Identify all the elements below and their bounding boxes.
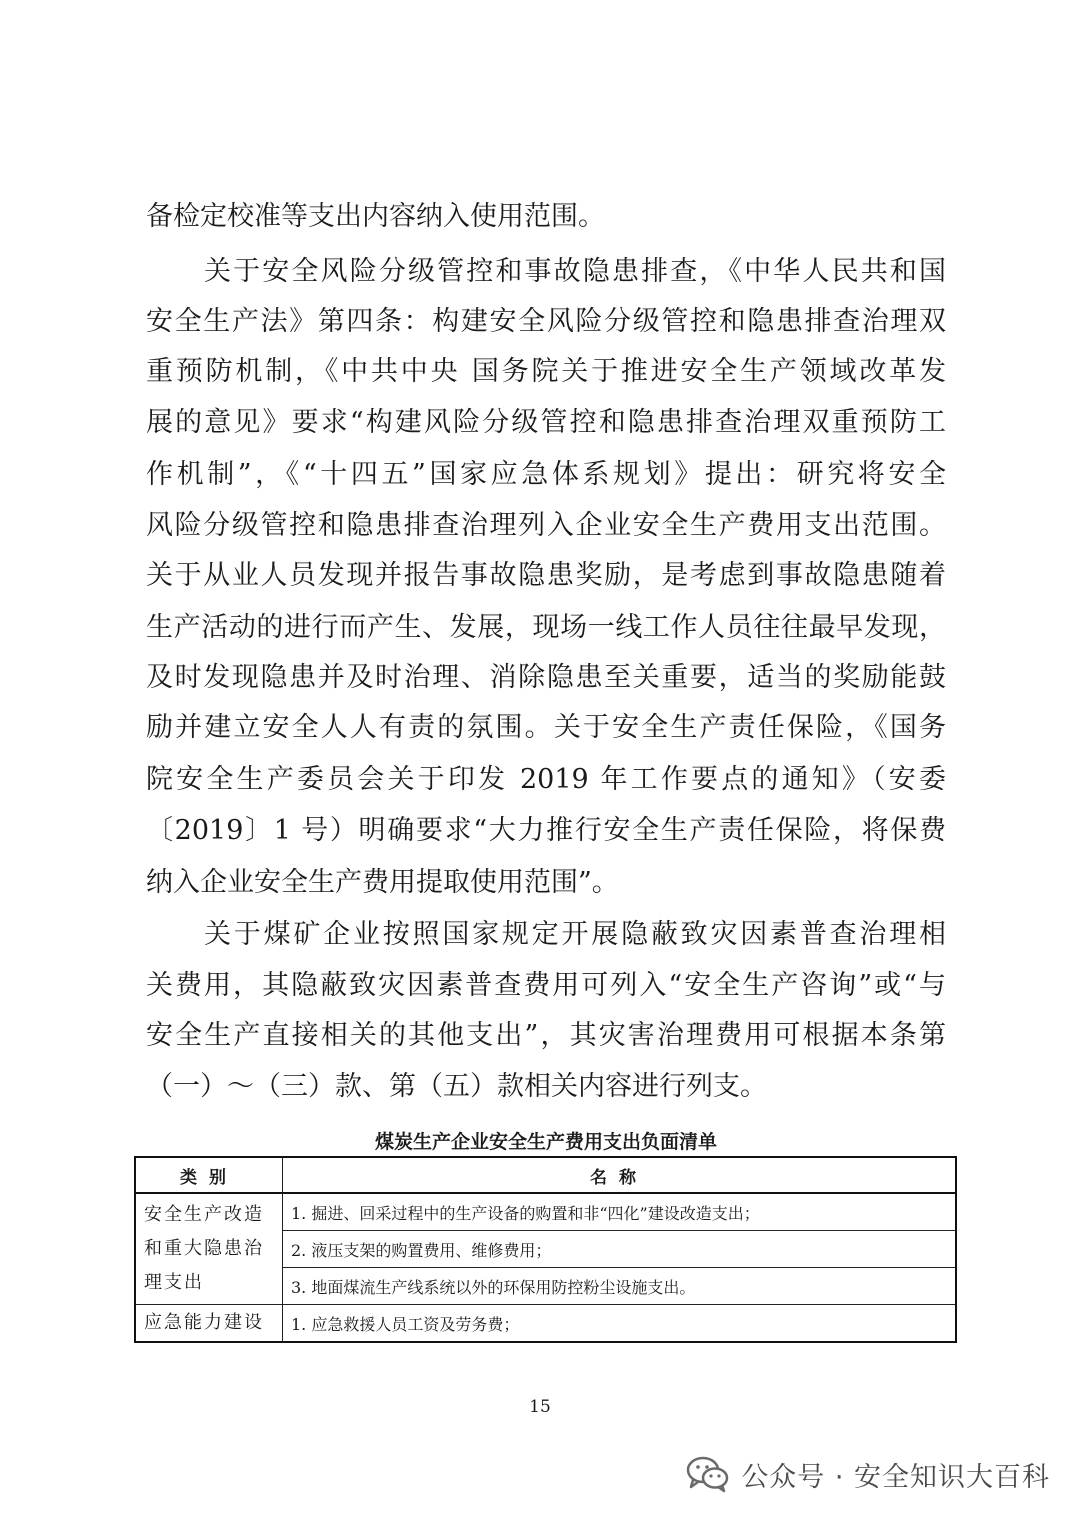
category-cell: 应急能力建设: [135, 1305, 283, 1343]
paragraph-line: 备检定校准等支出内容纳入使用范围。: [146, 201, 605, 232]
paragraph-line: 展的意见》要求“构建风险分级管控和隐患排查治理双重预防工: [146, 407, 946, 438]
paragraph-line: 安全生产法》第四条：构建安全风险分级管控和隐患排查治理双: [146, 306, 946, 337]
paragraph-line: 纳入企业安全生产费用提取使用范围”。: [146, 867, 619, 898]
paragraph-line: 安全生产直接相关的其他支出”，其灾害治理费用可根据本条第: [146, 1020, 946, 1051]
item-cell: 3. 地面煤流生产线系统以外的环保用防控粉尘设施支出。: [283, 1268, 957, 1305]
column-header-category: 类别: [135, 1157, 283, 1193]
paragraph-line: 作机制”，《“十四五”国家应急体系规划》提出：研究将安全: [146, 459, 946, 490]
watermark: [685, 1454, 1050, 1494]
column-header-name: 名称: [283, 1157, 957, 1193]
paragraph-line: 生产活动的进行而产生、发展，现场一线工作人员往往最早发现，: [146, 612, 946, 643]
item-cell: 2. 液压支架的购置费用、维修费用；: [283, 1231, 957, 1268]
category-cell: 安全生产改造和重大隐患治理支出: [135, 1193, 283, 1305]
paragraph-line: 关费用，其隐蔽致灾因素普查费用可列入“安全生产咨询”或“与: [146, 970, 946, 1001]
paragraph-line: 重预防机制，《中共中央 国务院关于推进安全生产领域改革发: [146, 356, 946, 387]
table-header-row: [135, 1157, 956, 1193]
negative-list-table: [134, 1156, 957, 1343]
paragraph-line: 及时发现隐患并及时治理、消除隐患至关重要，适当的奖励能鼓: [146, 662, 946, 693]
table-title: 煤炭生产企业安全生产费用支出负面清单: [374, 1131, 717, 1153]
table-row: [135, 1305, 956, 1343]
paragraph-line: 〔2019〕1 号）明确要求“大力推行安全生产责任保险，将保费: [146, 815, 946, 846]
paragraph-line: 关于从业人员发现并报告事故隐患奖励，是考虑到事故隐患随着: [146, 560, 946, 591]
paragraph-line: 励并建立安全人人有责的氛围。关于安全生产责任保险，《国务: [146, 712, 946, 743]
wechat-icon: [685, 1454, 731, 1494]
paragraph-line: 关于安全风险分级管控和事故隐患排查，《中华人民共和国: [204, 256, 946, 287]
item-cell: 1. 应急救援人员工资及劳务费；: [283, 1305, 957, 1343]
paragraph-line: 院安全生产委员会关于印发 2019 年工作要点的通知》（安委: [146, 764, 946, 795]
paragraph-line: 关于煤矿企业按照国家规定开展隐蔽致灾因素普查治理相: [204, 919, 946, 950]
paragraph-line: （一）～（三）款、第（五）款相关内容进行列支。: [146, 1071, 767, 1102]
watermark-text: 公众号 · 安全知识大百科: [741, 1461, 1050, 1493]
item-cell: 1. 掘进、回采过程中的生产设备的购置和非“四化”建设改造支出；: [283, 1193, 957, 1231]
paragraph-line: 风险分级管控和隐患排查治理列入企业安全生产费用支出范围。: [146, 510, 946, 541]
page-number: 15: [529, 1397, 551, 1417]
table-row: [135, 1193, 956, 1231]
